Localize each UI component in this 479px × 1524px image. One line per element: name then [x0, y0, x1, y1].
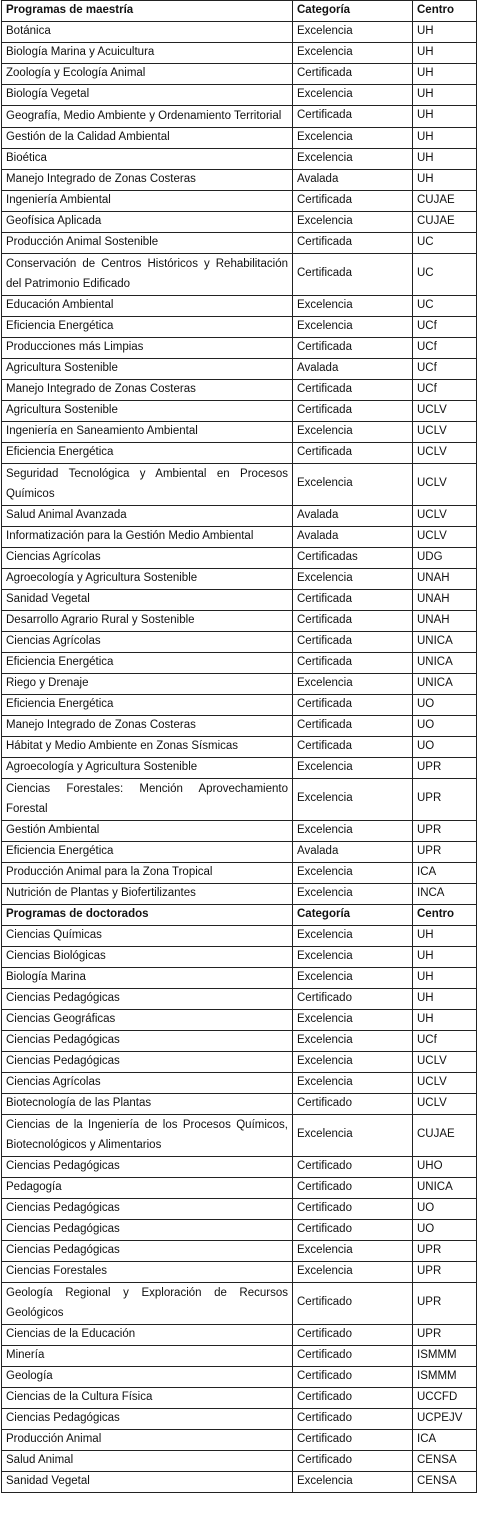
- program-name-cell: Gestión de la Calidad Ambiental: [2, 127, 293, 148]
- table-row: [2, 379, 477, 400]
- table-row: [2, 715, 477, 736]
- center-cell: ISMMM: [413, 1345, 477, 1366]
- table-row: [2, 1009, 477, 1030]
- doctorates-header-row: [2, 904, 477, 925]
- masters-header-row: [2, 1, 477, 22]
- table-row: [2, 85, 477, 106]
- category-cell: Certificada: [293, 715, 413, 736]
- table-row: [2, 841, 477, 862]
- center-cell: UCLV: [413, 526, 477, 547]
- category-cell: Certificado: [293, 1198, 413, 1219]
- table-row: [2, 1450, 477, 1471]
- center-cell: UCf: [413, 1030, 477, 1051]
- category-cell: Certificada: [293, 253, 413, 295]
- category-cell: Certificada: [293, 190, 413, 211]
- program-name-cell: Ciencias Pedagógicas: [2, 1030, 293, 1051]
- table-row: [2, 295, 477, 316]
- program-name-cell: Seguridad Tecnológica y Ambiental en Procesos Químicos: [2, 463, 293, 505]
- center-cell: UNAH: [413, 610, 477, 631]
- center-cell: CENSA: [413, 1471, 477, 1492]
- center-cell: UCf: [413, 358, 477, 379]
- center-cell: UH: [413, 22, 477, 43]
- program-name-cell: Agroecología y Agricultura Sostenible: [2, 568, 293, 589]
- table-row: [2, 1387, 477, 1408]
- category-cell: Avalada: [293, 526, 413, 547]
- program-name-cell: Geología Regional y Exploración de Recursos Geológicos: [2, 1282, 293, 1324]
- center-cell: UH: [413, 85, 477, 106]
- table-row: [2, 1051, 477, 1072]
- center-cell: UCLV: [413, 1051, 477, 1072]
- category-cell: Excelencia: [293, 883, 413, 904]
- program-name-cell: Ciencias Pedagógicas: [2, 1240, 293, 1261]
- table-row: [2, 1072, 477, 1093]
- program-name-cell: Educación Ambiental: [2, 295, 293, 316]
- program-name-cell: Producción Animal: [2, 1429, 293, 1450]
- center-cell: UH: [413, 1009, 477, 1030]
- table-row: [2, 1261, 477, 1282]
- category-cell: Certificada: [293, 589, 413, 610]
- table-row: [2, 211, 477, 232]
- category-cell: Certificado: [293, 1345, 413, 1366]
- category-cell: Certificada: [293, 652, 413, 673]
- category-cell: Certificado: [293, 1282, 413, 1324]
- table-row: [2, 1177, 477, 1198]
- category-cell: Excelencia: [293, 1240, 413, 1261]
- center-column-header: Centro: [413, 904, 477, 925]
- table-row: [2, 925, 477, 946]
- center-cell: ICA: [413, 1429, 477, 1450]
- center-cell: UCLV: [413, 1093, 477, 1114]
- category-cell: Excelencia: [293, 568, 413, 589]
- table-row: [2, 442, 477, 463]
- table-row: [2, 1471, 477, 1492]
- program-name-cell: Informatización para la Gestión Medio Ambiental: [2, 526, 293, 547]
- center-cell: UNICA: [413, 1177, 477, 1198]
- program-name-cell: Ciencias Geográficas: [2, 1009, 293, 1030]
- table-row: [2, 106, 477, 128]
- category-cell: Excelencia: [293, 295, 413, 316]
- category-cell: Certificado: [293, 1156, 413, 1177]
- program-column-header: Programas de maestría: [2, 1, 293, 22]
- category-cell: Excelencia: [293, 820, 413, 841]
- program-name-cell: Ciencias Pedagógicas: [2, 1198, 293, 1219]
- table-row: [2, 967, 477, 988]
- category-cell: Certificado: [293, 1429, 413, 1450]
- table-row: [2, 190, 477, 211]
- table-row: [2, 757, 477, 778]
- center-cell: UPR: [413, 841, 477, 862]
- program-name-cell: Minería: [2, 1345, 293, 1366]
- center-cell: UH: [413, 967, 477, 988]
- center-cell: UCf: [413, 337, 477, 358]
- table-row: [2, 1366, 477, 1387]
- table-row: [2, 358, 477, 379]
- center-cell: UDG: [413, 547, 477, 568]
- category-cell: Excelencia: [293, 1261, 413, 1282]
- category-cell: Certificada: [293, 442, 413, 463]
- category-cell: Certificada: [293, 337, 413, 358]
- category-cell: Certificada: [293, 379, 413, 400]
- table-row: [2, 610, 477, 631]
- center-cell: UPR: [413, 757, 477, 778]
- category-cell: Certificada: [293, 610, 413, 631]
- program-name-cell: Zoología y Ecología Animal: [2, 64, 293, 85]
- table-row: [2, 1219, 477, 1240]
- program-name-cell: Eficiencia Energética: [2, 442, 293, 463]
- table-row: [2, 862, 477, 883]
- table-row: [2, 820, 477, 841]
- program-name-cell: Agricultura Sostenible: [2, 358, 293, 379]
- program-name-cell: Hábitat y Medio Ambiente en Zonas Sísmicas: [2, 736, 293, 757]
- center-cell: UH: [413, 106, 477, 128]
- center-cell: CUJAE: [413, 1114, 477, 1156]
- table-row: [2, 1114, 477, 1156]
- category-cell: Certificada: [293, 736, 413, 757]
- category-cell: Certificada: [293, 232, 413, 253]
- program-name-cell: Desarrollo Agrario Rural y Sostenible: [2, 610, 293, 631]
- program-name-cell: Sanidad Vegetal: [2, 589, 293, 610]
- table-row: [2, 64, 477, 85]
- program-name-cell: Eficiencia Energética: [2, 316, 293, 337]
- category-cell: Excelencia: [293, 778, 413, 820]
- category-cell: Excelencia: [293, 862, 413, 883]
- center-cell: UPR: [413, 820, 477, 841]
- program-name-cell: Agroecología y Agricultura Sostenible: [2, 757, 293, 778]
- center-cell: UH: [413, 925, 477, 946]
- category-cell: Certificado: [293, 988, 413, 1009]
- program-name-cell: Ciencias Pedagógicas: [2, 1219, 293, 1240]
- table-row: [2, 1240, 477, 1261]
- center-cell: UC: [413, 295, 477, 316]
- table-row: [2, 631, 477, 652]
- table-row: [2, 526, 477, 547]
- program-name-cell: Producción Animal Sostenible: [2, 232, 293, 253]
- table-row: [2, 1429, 477, 1450]
- program-name-cell: Manejo Integrado de Zonas Costeras: [2, 715, 293, 736]
- category-cell: Excelencia: [293, 1051, 413, 1072]
- table-row: [2, 1198, 477, 1219]
- program-name-cell: Eficiencia Energética: [2, 694, 293, 715]
- category-cell: Certificado: [293, 1366, 413, 1387]
- table-row: [2, 505, 477, 526]
- table-row: [2, 1324, 477, 1345]
- center-cell: UHO: [413, 1156, 477, 1177]
- category-cell: Certificado: [293, 1450, 413, 1471]
- center-cell: UCPEJV: [413, 1408, 477, 1429]
- table-row: [2, 22, 477, 43]
- program-name-cell: Manejo Integrado de Zonas Costeras: [2, 379, 293, 400]
- table-row: [2, 589, 477, 610]
- program-name-cell: Nutrición de Plantas y Biofertilizantes: [2, 883, 293, 904]
- table-row: [2, 463, 477, 505]
- category-cell: Certificado: [293, 1219, 413, 1240]
- center-cell: CUJAE: [413, 211, 477, 232]
- program-name-cell: Ingeniería Ambiental: [2, 190, 293, 211]
- center-cell: UPR: [413, 1240, 477, 1261]
- center-cell: UH: [413, 169, 477, 190]
- category-cell: Excelencia: [293, 211, 413, 232]
- category-cell: Certificada: [293, 694, 413, 715]
- center-cell: UCCFD: [413, 1387, 477, 1408]
- center-cell: UH: [413, 148, 477, 169]
- program-name-cell: Agricultura Sostenible: [2, 400, 293, 421]
- center-cell: UPR: [413, 1324, 477, 1345]
- table-row: [2, 1345, 477, 1366]
- table-row: [2, 421, 477, 442]
- program-name-cell: Bioética: [2, 148, 293, 169]
- program-name-cell: Ciencias de la Educación: [2, 1324, 293, 1345]
- category-cell: Excelencia: [293, 673, 413, 694]
- category-cell: Excelencia: [293, 316, 413, 337]
- table-row: [2, 883, 477, 904]
- center-cell: UNICA: [413, 652, 477, 673]
- category-cell: Excelencia: [293, 967, 413, 988]
- table-row: [2, 1282, 477, 1324]
- program-name-cell: Manejo Integrado de Zonas Costeras: [2, 169, 293, 190]
- category-cell: Certificada: [293, 631, 413, 652]
- table-row: [2, 316, 477, 337]
- category-cell: Certificado: [293, 1177, 413, 1198]
- category-cell: Certificado: [293, 1093, 413, 1114]
- program-name-cell: Eficiencia Energética: [2, 652, 293, 673]
- program-name-cell: Ciencias Agrícolas: [2, 1072, 293, 1093]
- table-row: [2, 946, 477, 967]
- category-cell: Excelencia: [293, 421, 413, 442]
- category-cell: Excelencia: [293, 757, 413, 778]
- table-row: [2, 694, 477, 715]
- table-row: [2, 337, 477, 358]
- center-cell: UH: [413, 64, 477, 85]
- program-name-cell: Ciencias Agrícolas: [2, 547, 293, 568]
- table-row: [2, 400, 477, 421]
- category-cell: Certificada: [293, 106, 413, 128]
- center-cell: UNICA: [413, 631, 477, 652]
- table-row: [2, 1093, 477, 1114]
- program-name-cell: Biología Vegetal: [2, 85, 293, 106]
- program-name-cell: Ciencias de la Ingeniería de los Procesos Químicos, Biotecnológicos y Alimentarios: [2, 1114, 293, 1156]
- table-row: [2, 1156, 477, 1177]
- category-cell: Excelencia: [293, 463, 413, 505]
- center-cell: UPR: [413, 1261, 477, 1282]
- center-cell: UO: [413, 694, 477, 715]
- program-name-cell: Ciencias Agrícolas: [2, 631, 293, 652]
- table-row: [2, 169, 477, 190]
- center-cell: UH: [413, 946, 477, 967]
- program-name-cell: Eficiencia Energética: [2, 841, 293, 862]
- center-cell: CENSA: [413, 1450, 477, 1471]
- table-row: [2, 1030, 477, 1051]
- category-cell: Excelencia: [293, 1114, 413, 1156]
- center-cell: CUJAE: [413, 190, 477, 211]
- category-cell: Certificada: [293, 64, 413, 85]
- category-cell: Excelencia: [293, 1072, 413, 1093]
- center-cell: UO: [413, 715, 477, 736]
- program-name-cell: Ciencias Forestales: [2, 1261, 293, 1282]
- center-cell: UO: [413, 1219, 477, 1240]
- category-cell: Excelencia: [293, 1009, 413, 1030]
- center-cell: UCLV: [413, 1072, 477, 1093]
- category-cell: Excelencia: [293, 22, 413, 43]
- category-cell: Excelencia: [293, 925, 413, 946]
- center-cell: ISMMM: [413, 1366, 477, 1387]
- category-cell: Excelencia: [293, 85, 413, 106]
- table-row: [2, 232, 477, 253]
- program-name-cell: Ingeniería en Saneamiento Ambiental: [2, 421, 293, 442]
- category-cell: Excelencia: [293, 946, 413, 967]
- program-name-cell: Conservación de Centros Históricos y Rehabilitación del Patrimonio Edificado: [2, 253, 293, 295]
- program-name-cell: Biología Marina y Acuicultura: [2, 43, 293, 64]
- category-cell: Avalada: [293, 505, 413, 526]
- center-cell: UC: [413, 253, 477, 295]
- program-name-cell: Biotecnología de las Plantas: [2, 1093, 293, 1114]
- center-cell: UNICA: [413, 673, 477, 694]
- program-name-cell: Geografía, Medio Ambiente y Ordenamiento Territorial: [2, 106, 293, 128]
- program-name-cell: Ciencias Químicas: [2, 925, 293, 946]
- center-cell: UCLV: [413, 505, 477, 526]
- table-row: [2, 547, 477, 568]
- center-cell: ICA: [413, 862, 477, 883]
- table-row: [2, 568, 477, 589]
- table-row: [2, 127, 477, 148]
- center-cell: UCLV: [413, 442, 477, 463]
- center-cell: UO: [413, 736, 477, 757]
- table-row: [2, 652, 477, 673]
- category-cell: Excelencia: [293, 1030, 413, 1051]
- program-name-cell: Salud Animal: [2, 1450, 293, 1471]
- center-cell: UPR: [413, 1282, 477, 1324]
- table-row: [2, 43, 477, 64]
- table-row: [2, 736, 477, 757]
- program-name-cell: Ciencias Pedagógicas: [2, 1051, 293, 1072]
- center-cell: UC: [413, 232, 477, 253]
- center-cell: UH: [413, 988, 477, 1009]
- category-cell: Certificadas: [293, 547, 413, 568]
- program-name-cell: Ciencias Pedagógicas: [2, 988, 293, 1009]
- category-cell: Avalada: [293, 169, 413, 190]
- program-name-cell: Ciencias de la Cultura Física: [2, 1387, 293, 1408]
- program-name-cell: Ciencias Forestales: Mención Aprovechamiento Forestal: [2, 778, 293, 820]
- program-name-cell: Pedagogía: [2, 1177, 293, 1198]
- table-row: [2, 778, 477, 820]
- category-cell: Excelencia: [293, 148, 413, 169]
- category-cell: Certificado: [293, 1324, 413, 1345]
- program-name-cell: Riego y Drenaje: [2, 673, 293, 694]
- category-column-header: Categoría: [293, 904, 413, 925]
- center-cell: UO: [413, 1198, 477, 1219]
- program-name-cell: Botánica: [2, 22, 293, 43]
- category-column-header: Categoría: [293, 1, 413, 22]
- center-cell: UCLV: [413, 421, 477, 442]
- category-cell: Excelencia: [293, 1471, 413, 1492]
- program-name-cell: Gestión Ambiental: [2, 820, 293, 841]
- center-cell: UPR: [413, 778, 477, 820]
- category-cell: Avalada: [293, 841, 413, 862]
- center-cell: UCLV: [413, 463, 477, 505]
- program-name-cell: Ciencias Pedagógicas: [2, 1156, 293, 1177]
- program-name-cell: Sanidad Vegetal: [2, 1471, 293, 1492]
- center-cell: UNAH: [413, 589, 477, 610]
- category-cell: Certificada: [293, 400, 413, 421]
- programs-table: [1, 0, 477, 1493]
- programs-table-body: [2, 1, 477, 1493]
- program-name-cell: Biología Marina: [2, 967, 293, 988]
- category-cell: Certificado: [293, 1387, 413, 1408]
- center-column-header: Centro: [413, 1, 477, 22]
- table-row: [2, 1408, 477, 1429]
- category-cell: Excelencia: [293, 127, 413, 148]
- table-row: [2, 988, 477, 1009]
- program-name-cell: Ciencias Biológicas: [2, 946, 293, 967]
- category-cell: Excelencia: [293, 43, 413, 64]
- table-row: [2, 253, 477, 295]
- table-row: [2, 148, 477, 169]
- center-cell: UNAH: [413, 568, 477, 589]
- category-cell: Avalada: [293, 358, 413, 379]
- category-cell: Certificado: [293, 1408, 413, 1429]
- table-row: [2, 673, 477, 694]
- program-name-cell: Geología: [2, 1366, 293, 1387]
- center-cell: UH: [413, 43, 477, 64]
- center-cell: UCf: [413, 316, 477, 337]
- center-cell: UCf: [413, 379, 477, 400]
- program-column-header: Programas de doctorados: [2, 904, 293, 925]
- program-name-cell: Ciencias Pedagógicas: [2, 1408, 293, 1429]
- program-name-cell: Producción Animal para la Zona Tropical: [2, 862, 293, 883]
- program-name-cell: Producciones más Limpias: [2, 337, 293, 358]
- center-cell: UH: [413, 127, 477, 148]
- program-name-cell: Salud Animal Avanzada: [2, 505, 293, 526]
- program-name-cell: Geofísica Aplicada: [2, 211, 293, 232]
- center-cell: UCLV: [413, 400, 477, 421]
- center-cell: INCA: [413, 883, 477, 904]
